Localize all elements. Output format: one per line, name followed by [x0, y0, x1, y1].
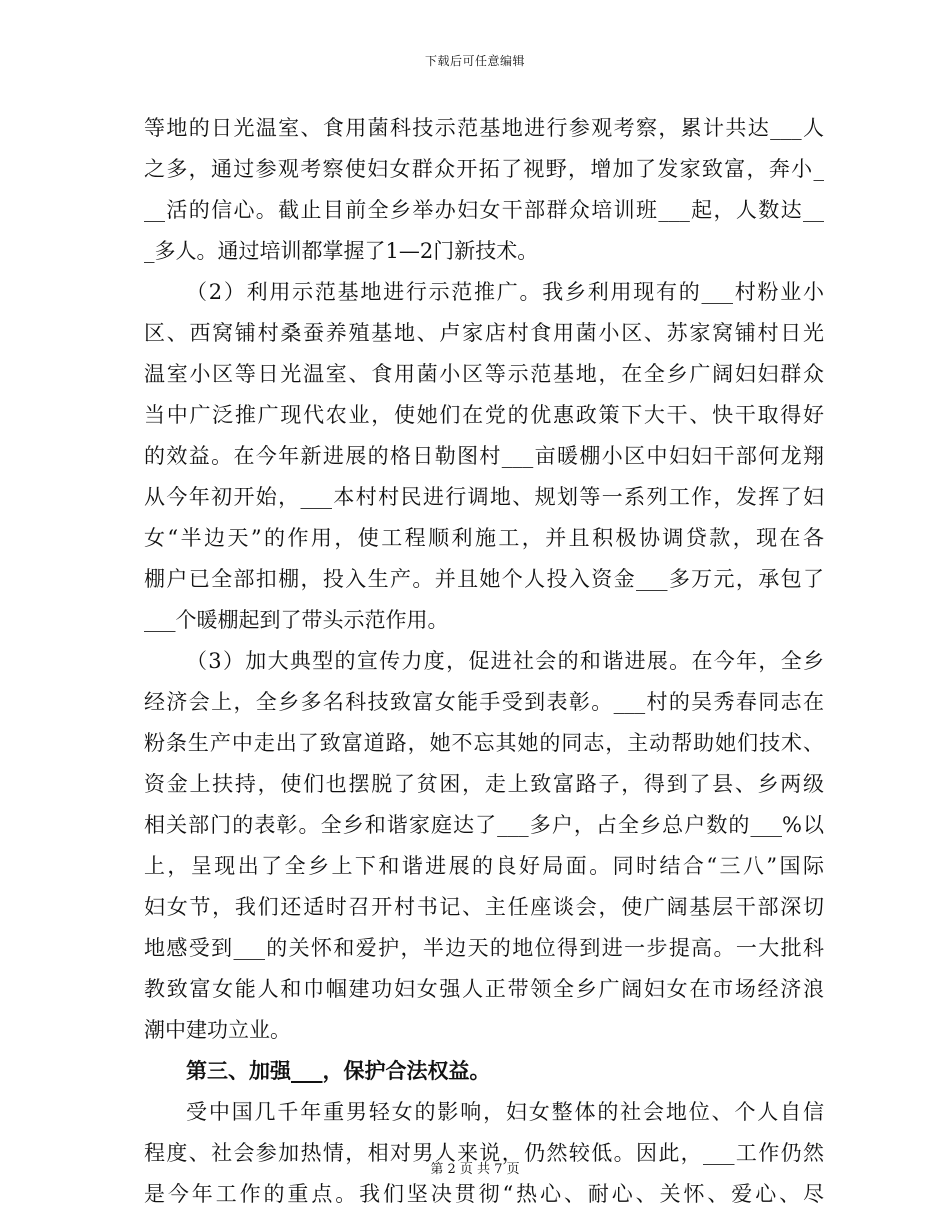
body-line: 等地的日光温室、食用菌科技示范基地进行参观考察，累计共达___人 — [144, 116, 824, 140]
body-line: 经济会上，全乡多名科技致富女能手受到表彰。___村的吴秀春同志在 — [144, 690, 824, 714]
body-line: 区、西窝铺村桑蚕养殖基地、卢家店村食用菌小区、苏家窝铺村日光 — [144, 321, 824, 345]
body-line: 潮中建功立业。 — [144, 1018, 291, 1042]
body-line: 教致富女能人和巾帼建功妇女强人正带领全乡广阔妇女在市场经济浪 — [144, 977, 824, 1001]
body-line: 当中广泛推广现代农业，使她们在党的优惠政策下大干、快干取得好 — [144, 403, 824, 427]
body-line: 是今年工作的重点。我们坚决贯彻“热心、耐心、关怀、爱心、尽 — [144, 1182, 824, 1206]
paragraph-first-line: 受中国几千年重男轻女的影响，妇女整体的社会地位、个人自信 — [186, 1100, 824, 1124]
body-line: _多人。通过培训都掌握了1—2门新技术。 — [144, 239, 539, 263]
paragraph-first-line: （2）利用示范基地进行示范推广。我乡利用现有的___村粉业小 — [186, 280, 824, 304]
body-line: 相关部门的表彰。全乡和谐家庭达了___多户，占全乡总户数的___%以 — [144, 813, 824, 837]
page-footer: 第 2 页 共 7 页 — [430, 1162, 520, 1177]
page-header: 下载后可任意编辑 — [424, 54, 525, 68]
body-line: 从今年初开始，___本村村民进行调地、规划等一系列工作，发挥了妇 — [144, 485, 824, 509]
body-line: 粉条生产中走出了致富道路，她不忘其她的同志，主动帮助她们技术、 — [144, 731, 824, 755]
body-line: 之多，通过参观考察使妇女群众开拓了视野，增加了发家致富，奔小_ — [144, 157, 824, 181]
body-line: 资金上扶持，使们也摆脱了贫困，走上致富路子，得到了县、乡两级 — [144, 772, 824, 796]
body-line: 妇女节，我们还适时召开村书记、主任座谈会，使广阔基层干部深切 — [144, 895, 824, 919]
paragraph-first-line: （3）加大典型的宣传力度，促进社会的和谐进展。在今年，全乡 — [186, 649, 824, 673]
body-line: 温室小区等日光温室、食用菌小区等示范基地，在全乡广阔妇妇群众 — [144, 362, 824, 386]
body-line: ___个暖棚起到了带头示范作用。 — [144, 608, 449, 632]
body-line: 女“半边天”的作用，使工程顺利施工，并且积极协调贷款，现在各 — [144, 526, 824, 550]
body-line: 程度、社会参加热情，相对男人来说，仍然较低。因此，___工作仍然 — [144, 1141, 824, 1165]
body-line: __活的信心。截止目前全乡举办妇女干部群众培训班___起，人数达__ — [144, 198, 824, 222]
body-line: 的效益。在今年新进展的格日勒图村___亩暖棚小区中妇妇干部何龙翔 — [144, 444, 824, 468]
body-line: 地感受到___的关怀和爱护，半边天的地位得到进一步提高。一大批科 — [144, 936, 824, 960]
section-heading: 第三、加强___，保护合法权益。 — [186, 1058, 491, 1083]
body-line: 上，呈现出了全乡上下和谐进展的良好局面。同时结合“三八”国际 — [144, 854, 824, 878]
body-line: 棚户已全部扣棚，投入生产。并且她个人投入资金___多万元，承包了 — [144, 567, 824, 591]
